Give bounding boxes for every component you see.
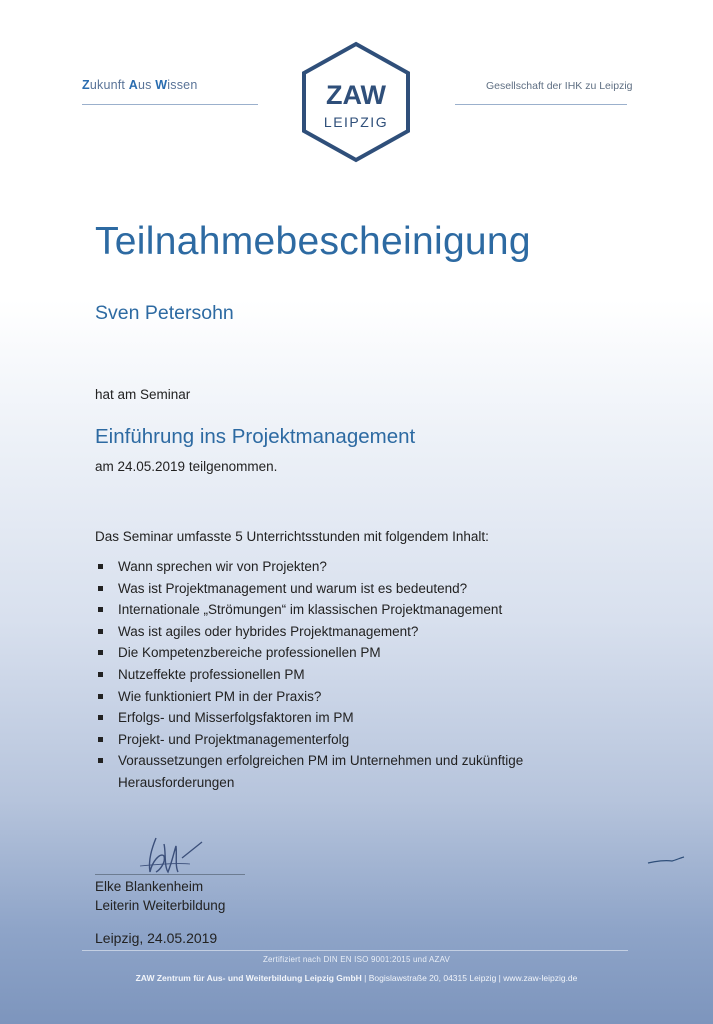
header-rule-left — [82, 104, 258, 105]
zaw-leipzig-logo — [298, 40, 414, 164]
list-item: Internationale „Strömungen“ im klassischen Projektmanagement — [96, 599, 536, 621]
tagline-ihk: Gesellschaft der IHK zu Leipzig — [486, 80, 633, 92]
pen-mark — [646, 855, 688, 867]
list-item: Wie funktioniert PM in der Praxis? — [96, 686, 536, 708]
header-rule-right — [455, 104, 627, 105]
company-address — [0, 973, 713, 983]
place-and-date: Leipzig, 24.05.2019 — [95, 930, 218, 946]
company-name: ZAW Zentrum für Aus- und Weiterbildung Leipzig GmbH — [135, 973, 362, 983]
seminar-intro: hat am Seminar — [95, 387, 191, 402]
signer-name: Elke Blankenheim — [95, 879, 204, 894]
list-item: Nutzeffekte professionellen PM — [96, 664, 536, 686]
tagline-part: Wissen — [155, 78, 198, 92]
footer-rule — [82, 950, 628, 951]
course-date: am 24.05.2019 teilgenommen. — [95, 459, 278, 474]
certificate-title: Teilnahmebescheinigung — [95, 220, 531, 263]
signature-line — [95, 874, 245, 875]
list-item: Projekt- und Projektmanagementerfolg — [96, 729, 536, 751]
topic-list — [96, 556, 536, 794]
logo-zaw-text: ZAW — [326, 80, 386, 110]
content-intro: Das Seminar umfasste 5 Unterrichtsstunden mit folgendem Inhalt: — [95, 529, 489, 544]
address-details: | Bogislawstraße 20, 04315 Leipzig | www.zaw-leipzig.de — [361, 973, 578, 983]
list-item: Was ist agiles oder hybrides Projektmanagement? — [96, 621, 536, 643]
list-item: Wann sprechen wir von Projekten? — [96, 556, 536, 578]
list-item: Die Kompetenzbereiche professionellen PM — [96, 642, 536, 664]
logo-leipzig-text: LEIPZIG — [323, 114, 389, 130]
tagline-part: Aus — [128, 78, 156, 92]
list-item: Erfolgs- und Misserfolgsfaktoren im PM — [96, 707, 536, 729]
course-title: Einführung ins Projektmanagement — [95, 425, 416, 448]
list-item: Was ist Projektmanagement und warum ist es bedeutend? — [96, 578, 536, 600]
signer-role: Leiterin Weiterbildung — [95, 898, 226, 913]
tagline-part: Zukunft — [82, 78, 129, 92]
recipient-name: Sven Petersohn — [95, 302, 234, 324]
handwritten-signature — [130, 822, 240, 882]
list-item: Voraussetzungen erfolgreichen PM im Unternehmen und zukünftige Herausforderungen — [96, 750, 536, 793]
certification-note: Zertifiziert nach DIN EN ISO 9001:2015 und AZAV — [262, 955, 451, 964]
tagline-zukunft-aus-wissen — [82, 78, 197, 92]
